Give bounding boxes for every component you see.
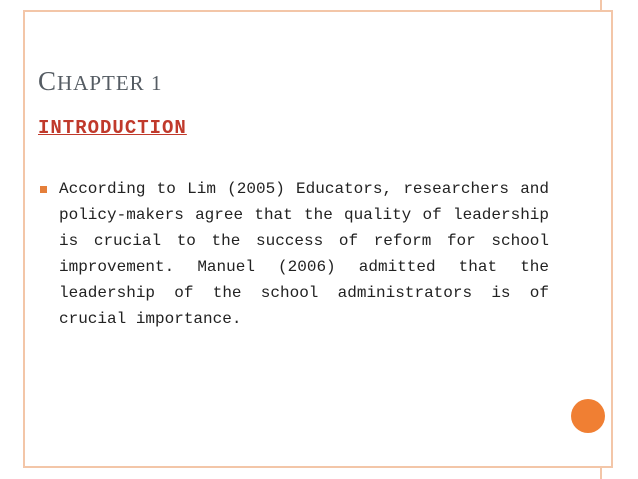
frame-divider-bottom bbox=[600, 466, 602, 479]
bullet-paragraph: According to Lim (2005) Educators, researchers and policy-makers agree that the quality of leadership is crucial to the success of reform for school improvement. Manuel (2006) admitted that the leadership of the school administrators is of crucial importance. bbox=[59, 180, 549, 328]
title-initial: C bbox=[38, 66, 58, 96]
title-rest: HAPTER 1 bbox=[57, 71, 163, 95]
slide-title bbox=[38, 66, 162, 97]
frame-divider-top bbox=[600, 0, 602, 12]
decorative-circle bbox=[571, 399, 605, 433]
slide-subtitle: INTRODUCTION bbox=[38, 117, 187, 139]
bullet-icon bbox=[40, 186, 47, 193]
